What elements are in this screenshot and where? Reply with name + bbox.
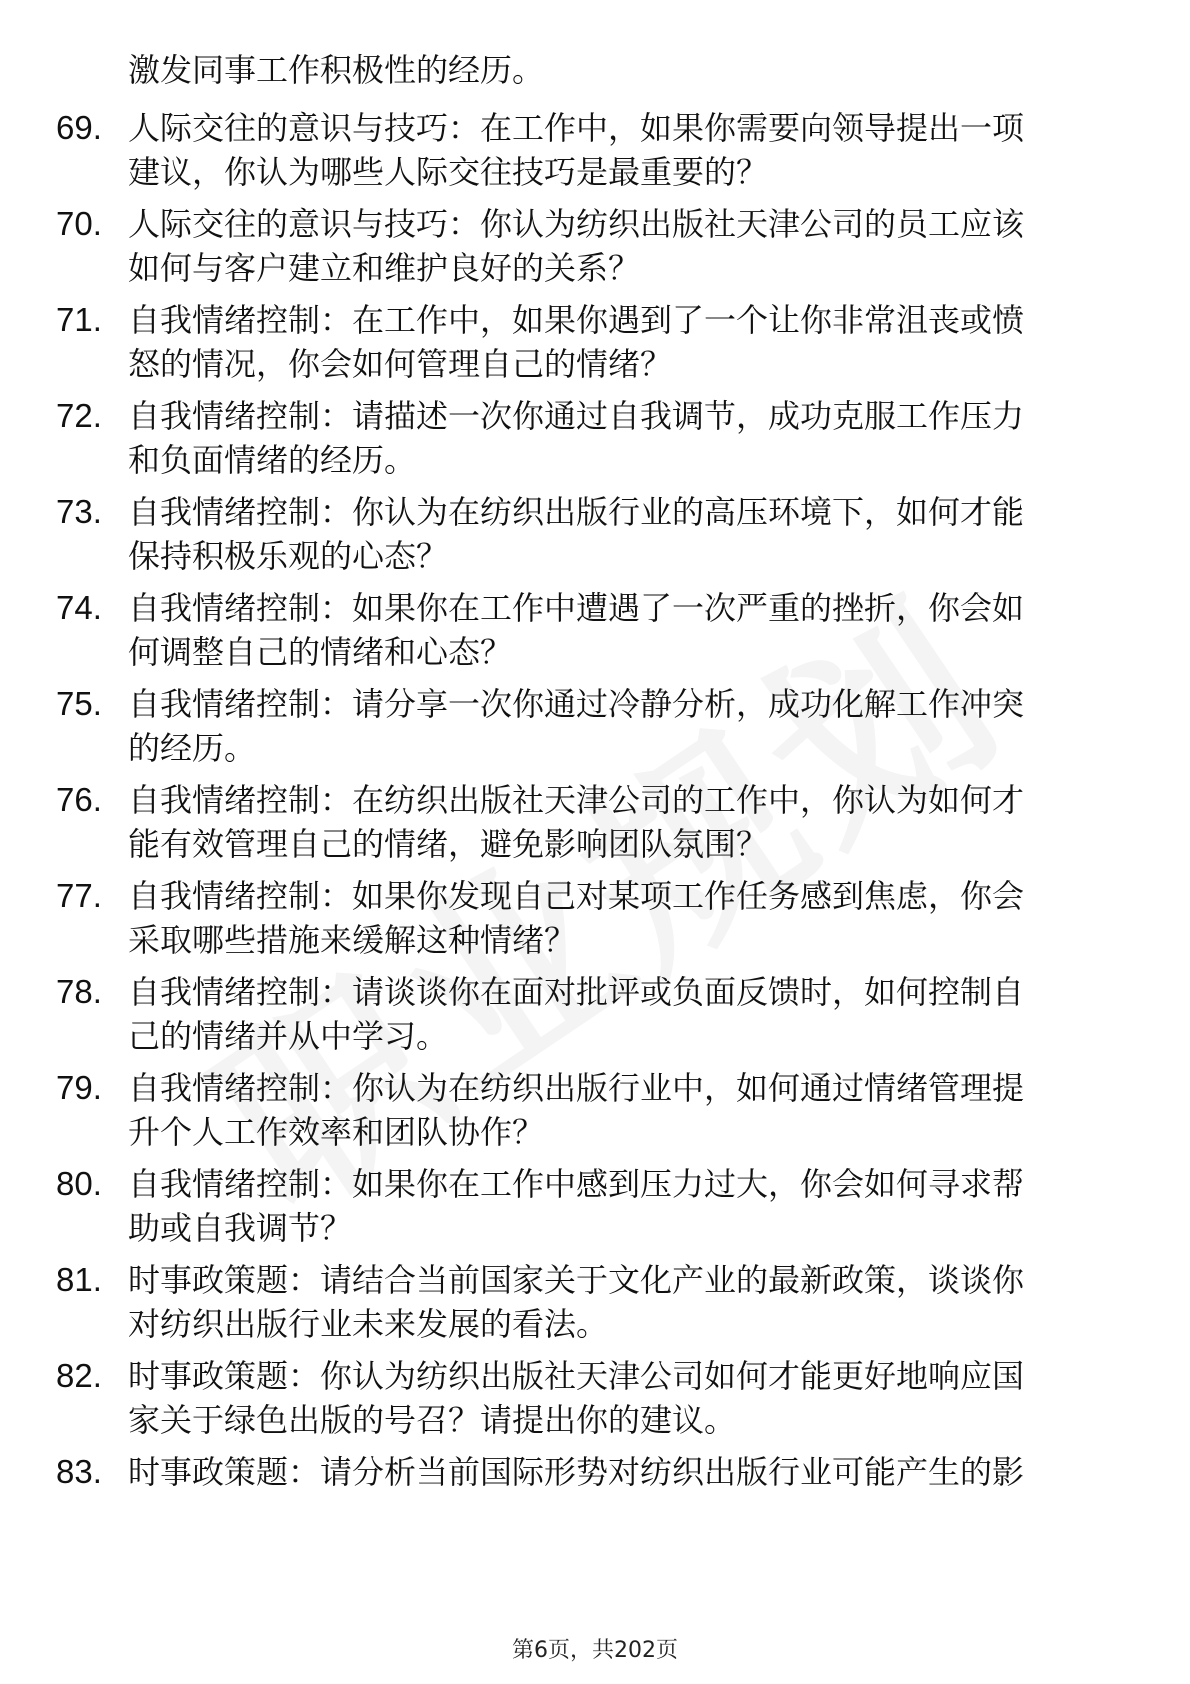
question-number: 81. <box>56 1261 102 1298</box>
question-number: 69. <box>56 109 102 146</box>
question-text-line: 和负面情绪的经历。 <box>128 441 417 479</box>
question-text-line: 人际交往的意识与技巧：在工作中，如果你需要向领导提出一项 <box>128 109 1025 147</box>
continuation-text: 激发同事工作积极性的经历。 <box>128 51 545 89</box>
question-text-line: 自我情绪控制：请谈谈你在面对批评或负面反馈时，如何控制自 <box>128 973 1025 1011</box>
question-text-line: 何调整自己的情绪和心态？ <box>128 633 513 671</box>
question-number: 83. <box>56 1453 102 1490</box>
question-text-line: 自我情绪控制：如果你在工作中遭遇了一次严重的挫折，你会如 <box>128 589 1025 627</box>
question-text-line: 自我情绪控制：如果你在工作中感到压力过大，你会如何寻求帮 <box>128 1165 1025 1203</box>
question-text-line: 自我情绪控制：在纺织出版社天津公司的工作中，你认为如何才 <box>128 781 1025 819</box>
question-text-line: 己的情绪并从中学习。 <box>128 1017 449 1055</box>
question-text-line: 自我情绪控制：你认为在纺织出版行业的高压环境下，如何才能 <box>128 493 1025 531</box>
question-number: 76. <box>56 781 102 818</box>
question-text-line: 时事政策题：你认为纺织出版社天津公司如何才能更好地响应国 <box>128 1357 1025 1395</box>
question-number: 82. <box>56 1357 102 1394</box>
question-text-line: 升个人工作效率和团队协作？ <box>128 1113 545 1151</box>
question-text-line: 建议，你认为哪些人际交往技巧是最重要的？ <box>128 153 769 191</box>
question-text-line: 时事政策题：请结合当前国家关于文化产业的最新政策，谈谈你 <box>128 1261 1025 1299</box>
question-number: 74. <box>56 589 102 626</box>
question-text-line: 自我情绪控制：如果你发现自己对某项工作任务感到焦虑，你会 <box>128 877 1025 915</box>
question-text-line: 助或自我调节？ <box>128 1209 353 1247</box>
question-text-line: 自我情绪控制：在工作中，如果你遇到了一个让你非常沮丧或愤 <box>128 301 1025 339</box>
question-text-line: 能有效管理自己的情绪，避免影响团队氛围？ <box>128 825 769 863</box>
question-number: 75. <box>56 685 102 722</box>
question-number: 78. <box>56 973 102 1010</box>
question-text-line: 采取哪些措施来缓解这种情绪？ <box>128 921 577 959</box>
question-number: 77. <box>56 877 102 914</box>
question-text-line: 怒的情况，你会如何管理自己的情绪？ <box>128 345 673 383</box>
question-text-line: 保持积极乐观的心态？ <box>128 537 449 575</box>
question-text-line: 家关于绿色出版的号召？请提出你的建议。 <box>128 1401 737 1439</box>
question-text-line: 对纺织出版行业未来发展的看法。 <box>128 1305 609 1343</box>
question-number: 80. <box>56 1165 102 1202</box>
question-number: 72. <box>56 397 102 434</box>
question-text-line: 自我情绪控制：你认为在纺织出版行业中，如何通过情绪管理提 <box>128 1069 1025 1107</box>
question-text-line: 时事政策题：请分析当前国际形势对纺织出版行业可能产生的影 <box>128 1453 1025 1491</box>
question-text-line: 自我情绪控制：请描述一次你通过自我调节，成功克服工作压力 <box>128 397 1025 435</box>
question-text-line: 如何与客户建立和维护良好的关系？ <box>128 249 641 287</box>
question-text-line: 自我情绪控制：请分享一次你通过冷静分析，成功化解工作冲突 <box>128 685 1025 723</box>
question-text-line: 的经历。 <box>128 729 257 767</box>
question-number: 70. <box>56 205 102 242</box>
question-number: 73. <box>56 493 102 530</box>
question-number: 79. <box>56 1069 102 1106</box>
page-footer: 第6页，共202页 <box>512 1638 678 1663</box>
question-text-line: 人际交往的意识与技巧：你认为纺织出版社天津公司的员工应该 <box>128 205 1025 243</box>
question-number: 71. <box>56 301 102 338</box>
